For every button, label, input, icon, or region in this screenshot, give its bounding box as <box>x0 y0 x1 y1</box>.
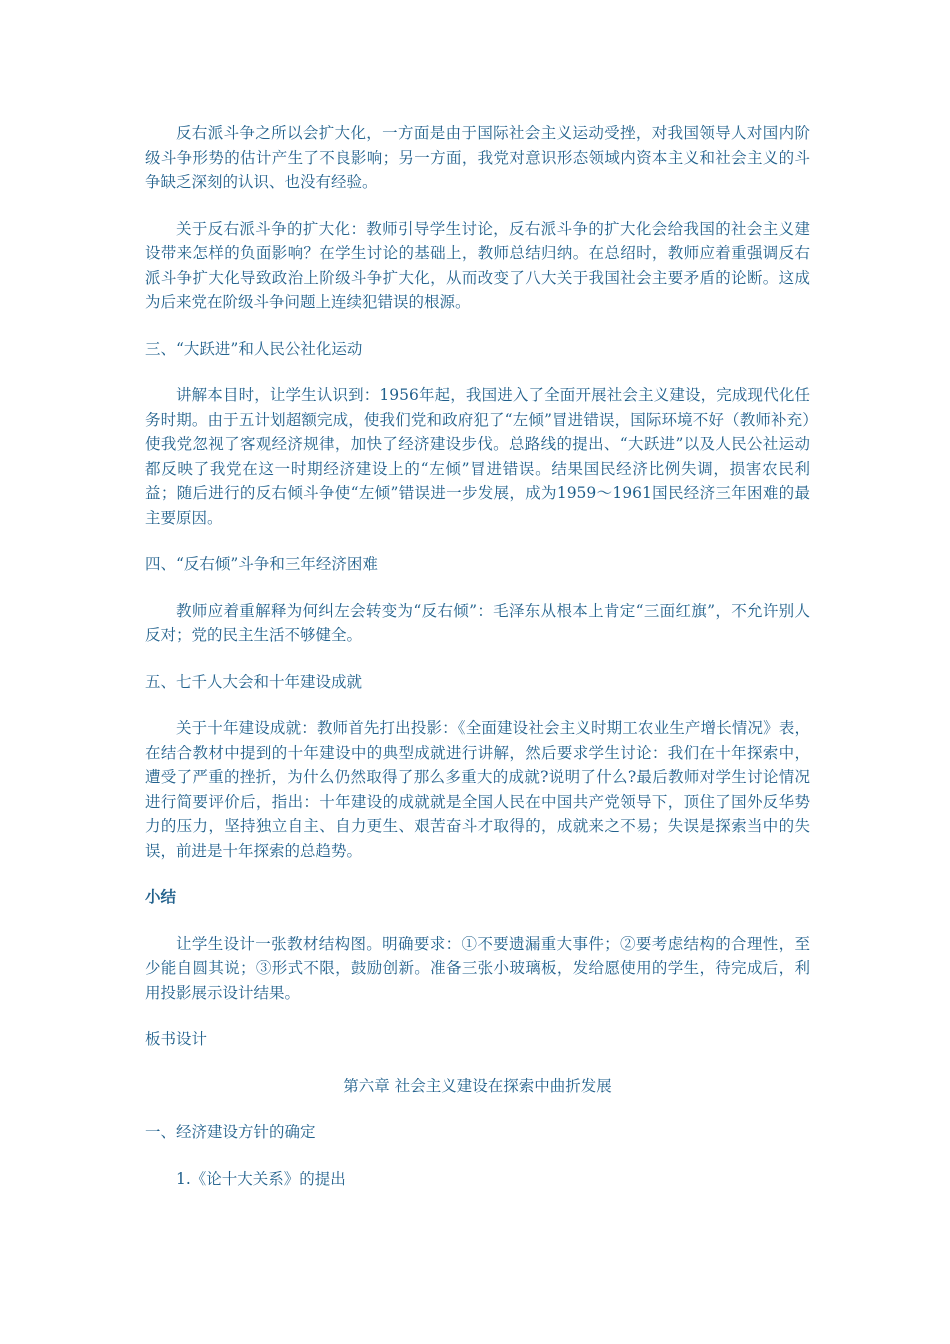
paragraph-anti-right-deviation: 教师应着重解释为何纠左会转变为“反右倾”：毛泽东从根本上肯定“三面红旗”，不允许别人反对；党的民主生活不够健全。 <box>145 601 810 644</box>
outline-item-1: 一、经济建设方针的确定 <box>145 1123 316 1141</box>
chapter-title: 第六章 社会主义建设在探索中曲折发展 <box>343 1076 612 1095</box>
section-heading-anti-right-deviation: 四、“反右倾”斗争和三年经济困难 <box>145 555 378 573</box>
paragraph-ten-year-achievements: 关于十年建设成就：教师首先打出投影：《全面建设社会主义时期工农业生产增长情况》表，在结合教材中提到的十年建设中的典型成就进行讲解，然后要求学生讨论：我们在十年探索中，遭受了严重的挫折，为什么仍然取得了那么多重大的成就?说明了什么?最后教师对学生讨论情况进行简要评价后，指出：十年建设的成就就是全国人民在中国共产党领导下，顶住了国外反华势力的压力，坚持独立自主、自力更生、艰苦奋斗才取得的，成就来之不易；失误是探索当中的失误，前进是十年探索的总趋势。 <box>145 719 810 860</box>
paragraph-summary: 让学生设计一张教材结构图。明确要求：①不要遗漏重大事件；②要考虑结构的合理性，至少能自圆其说；③形式不限，鼓励创新。准备三张小玻璃板，发给愿使用的学生，待完成后，利用投影展示设计结果。 <box>145 934 810 1002</box>
outline-subitem-1-1: 1.《论十大关系》的提出 <box>176 1169 346 1188</box>
section-heading-great-leap: 三、“大跃进”和人民公社化运动 <box>145 339 363 358</box>
paragraph-anti-rightist-expansion: 关于反右派斗争的扩大化：教师引导学生讨论，反右派斗争的扩大化会给我国的社会主义建设带来怎样的负面影响？在学生讨论的基础上，教师总结归纳。在总绍时，教师应着重强调反右派斗争扩大化导致政治上阶级斗争扩大化，从而改变了八大关于我国社会主要矛盾的论断。这成为后来党在阶级斗争问题上连续犯错误的根源。 <box>145 219 810 311</box>
section-heading-seven-thousand: 五、七千人大会和十年建设成就 <box>145 672 363 691</box>
summary-heading: 小结 <box>145 887 177 906</box>
paragraph-great-leap: 讲解本目时，让学生认识到：1956年起，我国进入了全面开展社会主义建设，完成现代化任务时期。由于五计划超额完成，使我们党和政府犯了“左倾”冒进错误，国际环境不好（教师补充）使我党忽视了客观经济规律，加快了经济建设步伐。总路线的提出、“大跃进”以及人民公社运动都反映了我党在这一时期经济建设上的“左倾”冒进错误。结果国民经济比例失调，损害农民利益；随后进行的反右倾斗争使“左倾”错误进一步发展，成为1959～1961国民经济三年困难的最主要原因。 <box>145 386 810 527</box>
document-page <box>145 121 810 1213</box>
paragraph-anti-rightist-causes: 反右派斗争之所以会扩大化，一方面是由于国际社会主义运动受挫，对我国领导人对国内阶级斗争形势的估计产生了不良影响；另一方面，我党对意识形态领域内资本主义和社会主义的斗争缺乏深刻的认识、也没有经验。 <box>145 124 810 191</box>
board-design-heading: 板书设计 <box>145 1030 208 1048</box>
